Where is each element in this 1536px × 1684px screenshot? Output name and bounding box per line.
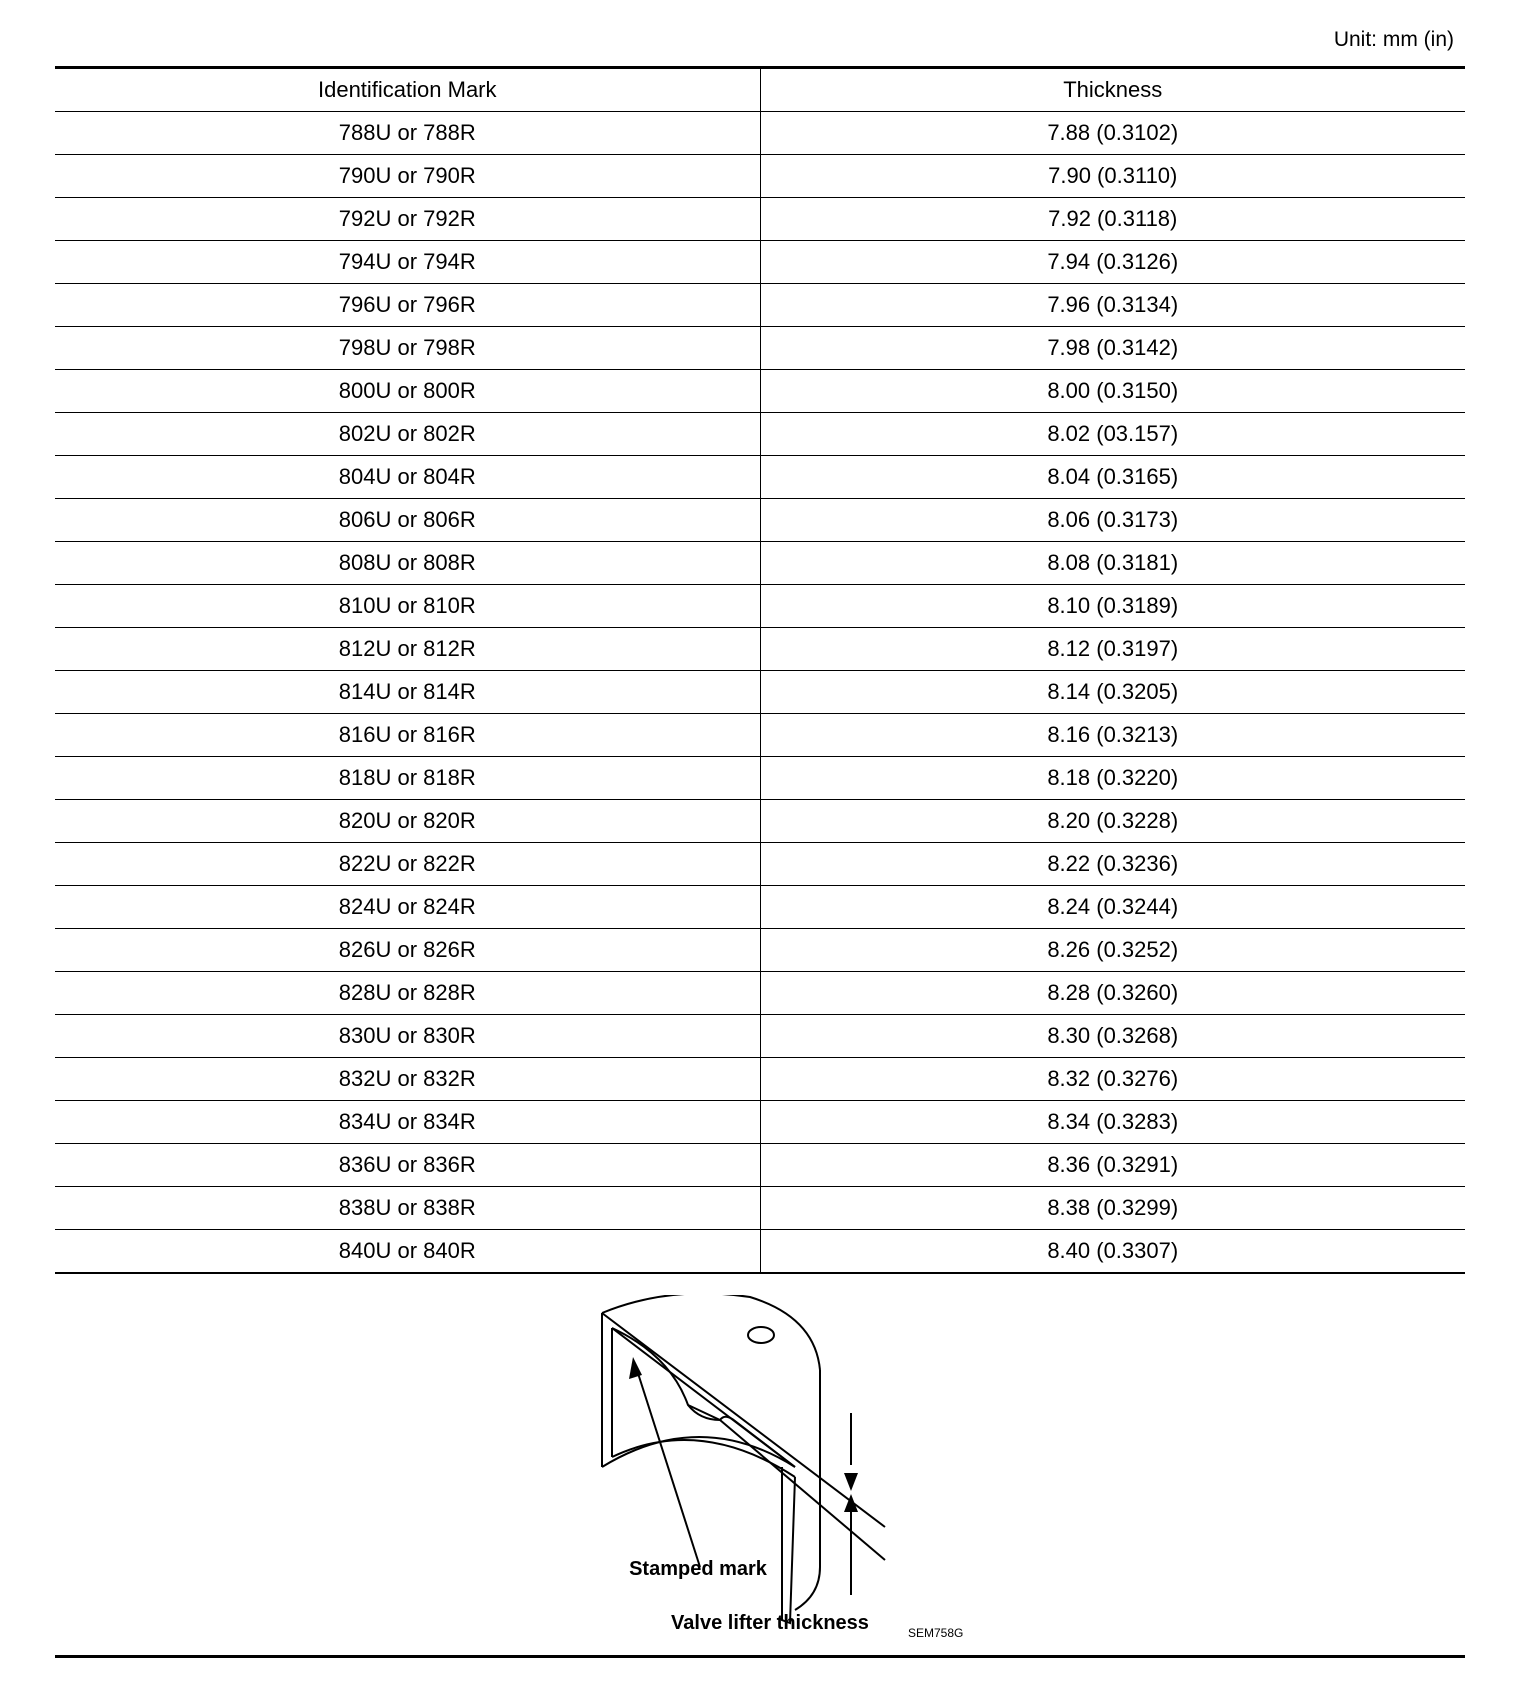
table-row	[55, 542, 1465, 585]
bottom-rule	[55, 1655, 1465, 1658]
table-row	[55, 327, 1465, 370]
table-row	[55, 972, 1465, 1015]
dimension-arrow-top	[844, 1473, 858, 1491]
identification-mark-cell: 832U or 832R	[55, 1058, 760, 1101]
thickness-cell: 7.98 (0.3142)	[760, 327, 1465, 370]
table-row	[55, 929, 1465, 972]
thickness-cell: 8.40 (0.3307)	[760, 1230, 1465, 1274]
identification-mark-cell: 806U or 806R	[55, 499, 760, 542]
identification-mark-cell: 810U or 810R	[55, 585, 760, 628]
table-row	[55, 241, 1465, 284]
table-row	[55, 370, 1465, 413]
thickness-cell: 8.08 (0.3181)	[760, 542, 1465, 585]
table-row	[55, 1101, 1465, 1144]
identification-mark-cell: 812U or 812R	[55, 628, 760, 671]
thickness-cell: 8.06 (0.3173)	[760, 499, 1465, 542]
identification-mark-cell: 808U or 808R	[55, 542, 760, 585]
thickness-cell: 8.18 (0.3220)	[760, 757, 1465, 800]
table-row	[55, 456, 1465, 499]
unit-label: Unit: mm (in)	[1333, 28, 1454, 51]
thickness-cell: 8.26 (0.3252)	[760, 929, 1465, 972]
identification-mark-cell: 824U or 824R	[55, 886, 760, 929]
table-row	[55, 714, 1465, 757]
thickness-cell: 7.94 (0.3126)	[760, 241, 1465, 284]
identification-mark-cell: 804U or 804R	[55, 456, 760, 499]
leader-arrowhead	[629, 1357, 642, 1379]
identification-mark-cell: 788U or 788R	[55, 112, 760, 155]
header-thickness: Thickness	[760, 68, 1465, 112]
identification-mark-cell: 800U or 800R	[55, 370, 760, 413]
thickness-cell: 7.96 (0.3134)	[760, 284, 1465, 327]
table-row	[55, 284, 1465, 327]
table-row	[55, 198, 1465, 241]
table-row	[55, 671, 1465, 714]
thickness-cell: 8.14 (0.3205)	[760, 671, 1465, 714]
thickness-cell: 8.22 (0.3236)	[760, 843, 1465, 886]
thickness-cell: 8.02 (03.157)	[760, 413, 1465, 456]
identification-mark-cell: 838U or 838R	[55, 1187, 760, 1230]
table-row	[55, 800, 1465, 843]
identification-mark-cell: 818U or 818R	[55, 757, 760, 800]
table-row	[55, 628, 1465, 671]
thickness-cell: 8.34 (0.3283)	[760, 1101, 1465, 1144]
identification-mark-cell: 836U or 836R	[55, 1144, 760, 1187]
stamped-mark-label: Stamped mark	[629, 1558, 767, 1580]
table-row	[55, 843, 1465, 886]
thickness-cell: 8.30 (0.3268)	[760, 1015, 1465, 1058]
identification-mark-cell: 798U or 798R	[55, 327, 760, 370]
thickness-cell: 8.10 (0.3189)	[760, 585, 1465, 628]
table-row	[55, 1058, 1465, 1101]
thickness-cell: 8.12 (0.3197)	[760, 628, 1465, 671]
table-row	[55, 757, 1465, 800]
thickness-cell: 8.16 (0.3213)	[760, 714, 1465, 757]
lifter-thickness-label: Valve lifter thickness	[671, 1612, 869, 1634]
valve-lifter-table	[55, 66, 1465, 1274]
thickness-cell: 8.00 (0.3150)	[760, 370, 1465, 413]
table-body	[55, 112, 1465, 1274]
identification-mark-cell: 792U or 792R	[55, 198, 760, 241]
identification-mark-cell: 826U or 826R	[55, 929, 760, 972]
identification-mark-cell: 816U or 816R	[55, 714, 760, 757]
table-row	[55, 1230, 1465, 1274]
table-row	[55, 585, 1465, 628]
identification-mark-cell: 834U or 834R	[55, 1101, 760, 1144]
valve-lifter-figure	[590, 1295, 1010, 1650]
thickness-cell: 8.32 (0.3276)	[760, 1058, 1465, 1101]
table-row	[55, 155, 1465, 198]
identification-mark-cell: 822U or 822R	[55, 843, 760, 886]
identification-mark-cell: 802U or 802R	[55, 413, 760, 456]
thickness-cell: 8.20 (0.3228)	[760, 800, 1465, 843]
thickness-cell: 8.24 (0.3244)	[760, 886, 1465, 929]
table-row	[55, 1187, 1465, 1230]
identification-mark-cell: 840U or 840R	[55, 1230, 760, 1274]
thickness-cell: 8.38 (0.3299)	[760, 1187, 1465, 1230]
identification-mark-cell: 828U or 828R	[55, 972, 760, 1015]
table-row	[55, 499, 1465, 542]
thickness-cell: 7.92 (0.3118)	[760, 198, 1465, 241]
identification-mark-cell: 820U or 820R	[55, 800, 760, 843]
table-row	[55, 1144, 1465, 1187]
identification-mark-cell: 794U or 794R	[55, 241, 760, 284]
table-row	[55, 1015, 1465, 1058]
thickness-cell: 8.04 (0.3165)	[760, 456, 1465, 499]
identification-mark-cell: 830U or 830R	[55, 1015, 760, 1058]
thickness-cell: 8.28 (0.3260)	[760, 972, 1465, 1015]
identification-mark-cell: 790U or 790R	[55, 155, 760, 198]
header-identification-mark: Identification Mark	[55, 68, 760, 112]
thickness-cell: 8.36 (0.3291)	[760, 1144, 1465, 1187]
table-row	[55, 413, 1465, 456]
table-header-row	[55, 68, 1465, 112]
table-row	[55, 886, 1465, 929]
thickness-cell: 7.88 (0.3102)	[760, 112, 1465, 155]
thickness-cell: 7.90 (0.3110)	[760, 155, 1465, 198]
figure-code: SEM758G	[908, 1626, 964, 1640]
identification-mark-cell: 814U or 814R	[55, 671, 760, 714]
identification-mark-cell: 796U or 796R	[55, 284, 760, 327]
table-row	[55, 112, 1465, 155]
